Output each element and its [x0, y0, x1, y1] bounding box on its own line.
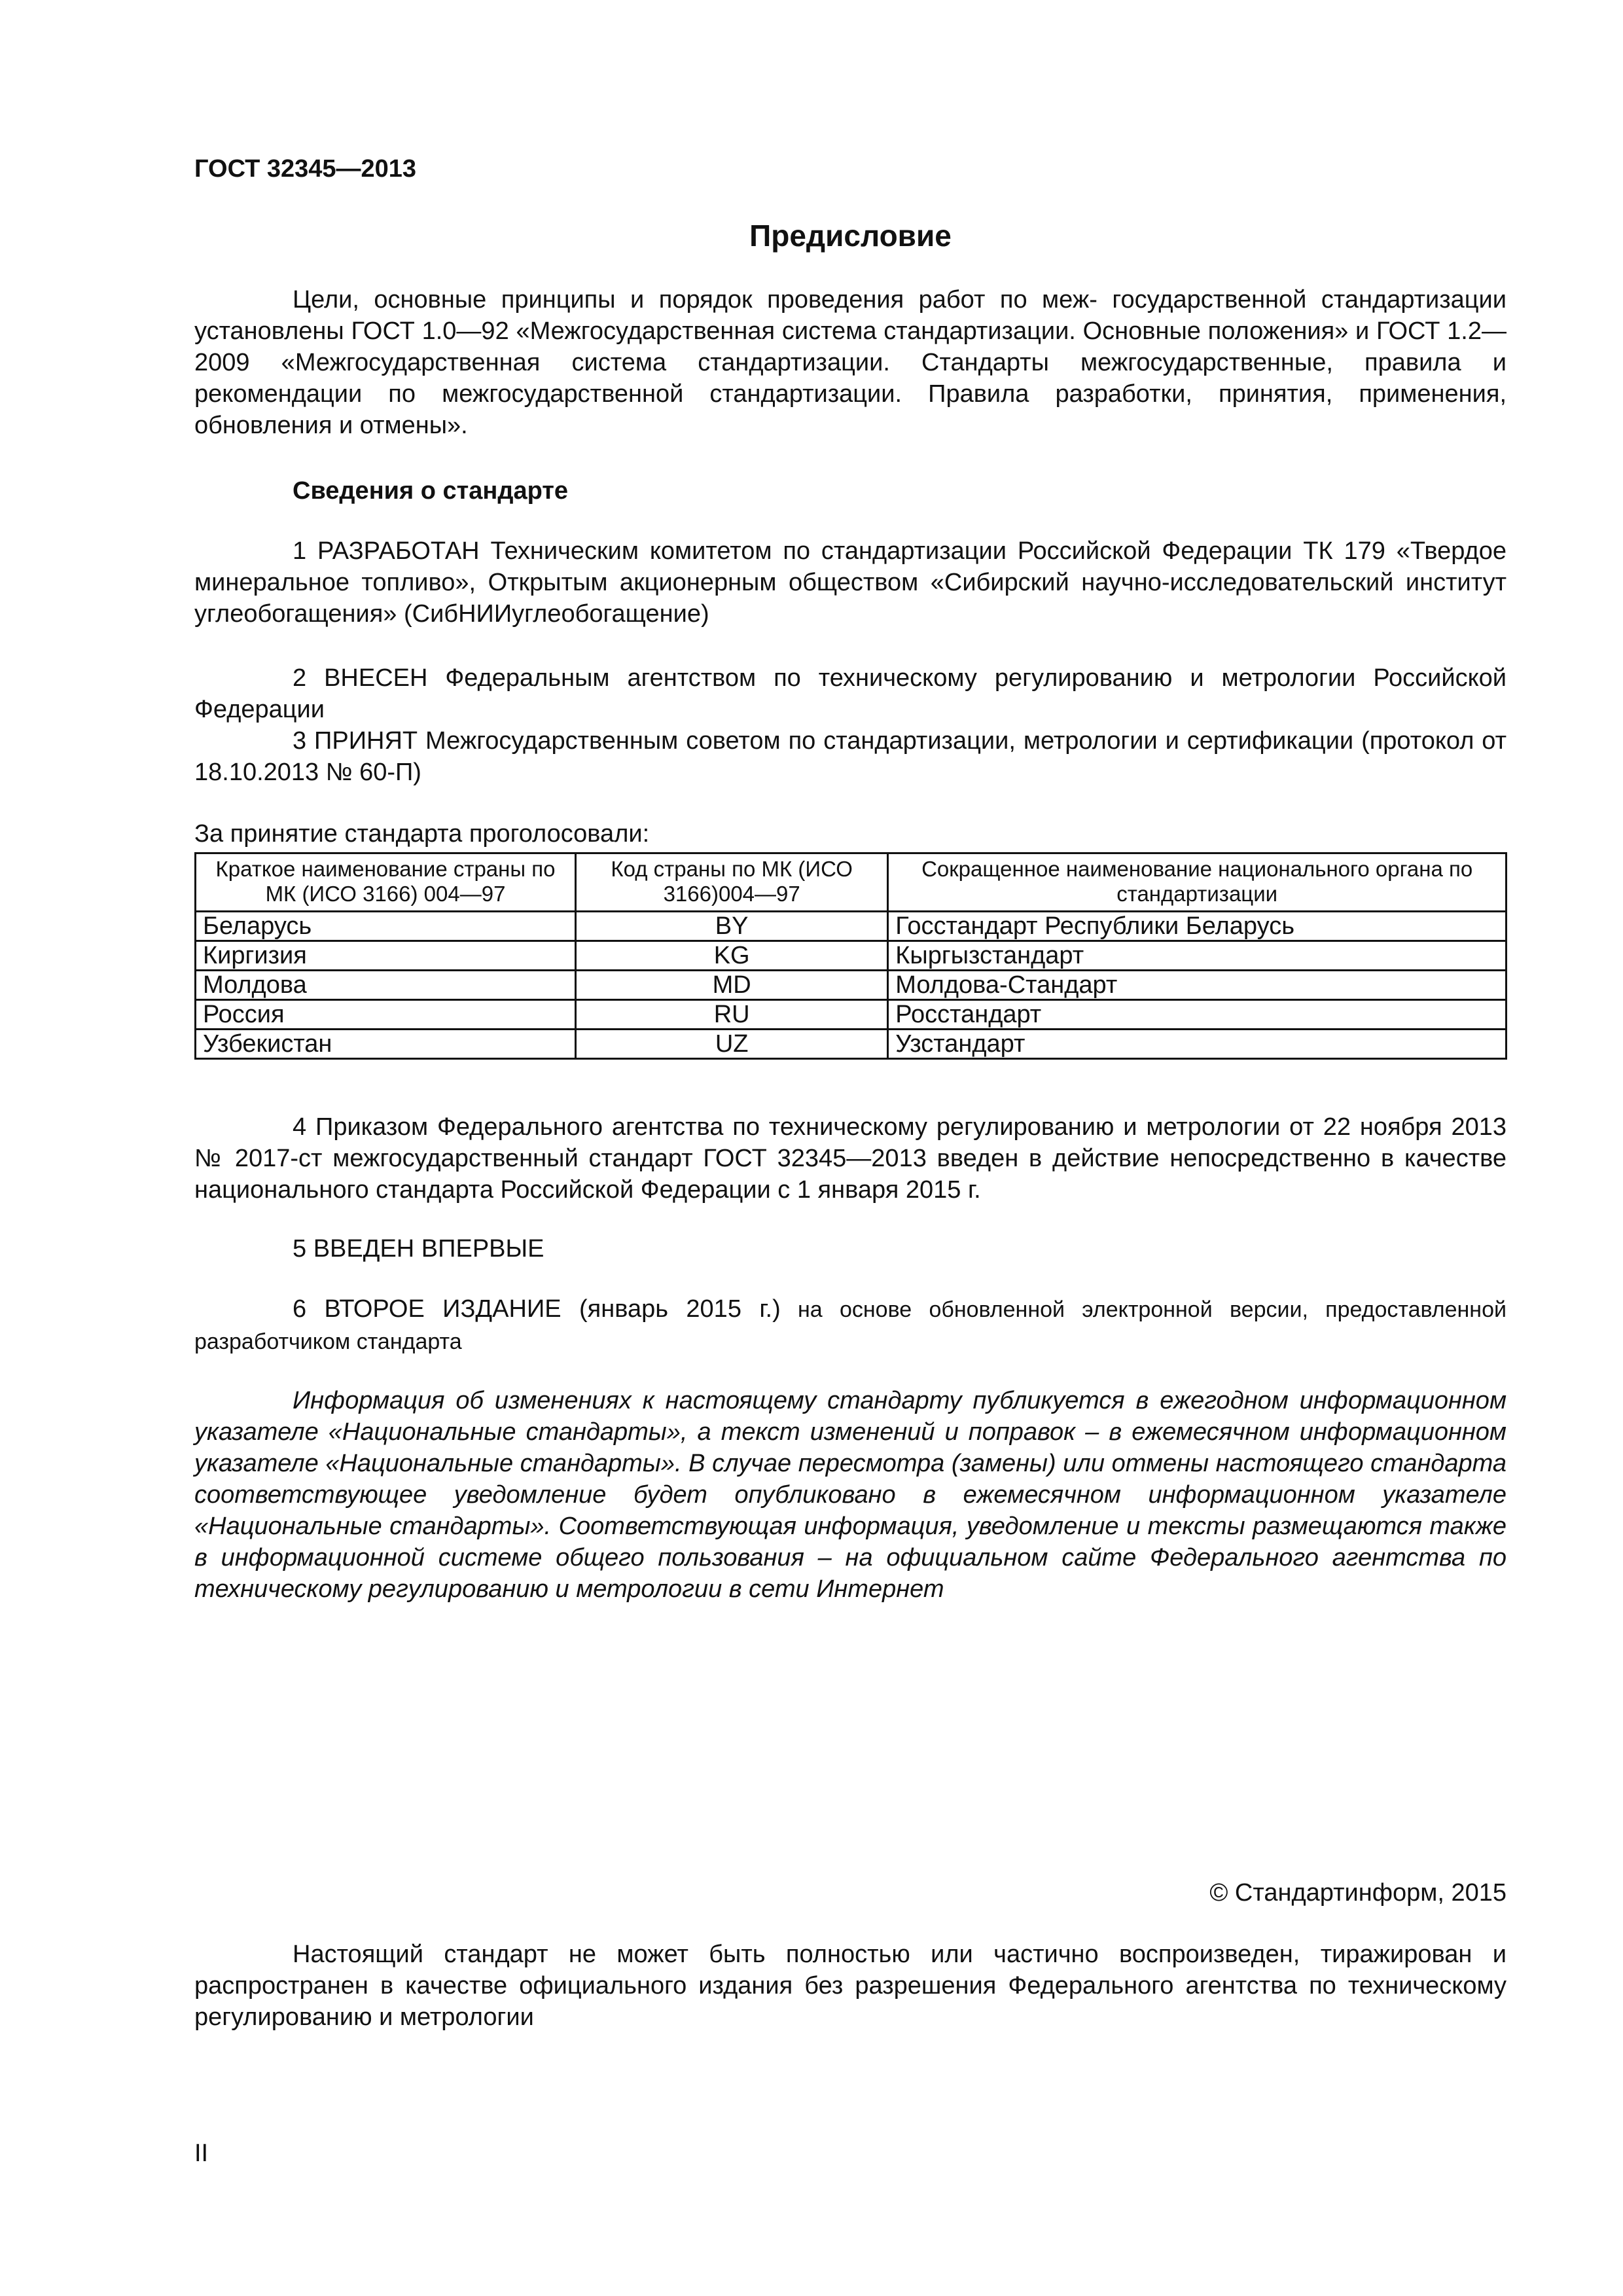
item-developed: 1 РАЗРАБОТАН Техническим комитетом по стандартизации Российской Федерации ТК 179 «Твердое минеральное топливо», Открытым акционерным обществом «Сибирский научно-исследовательский институт углеобогащения» (СибНИИуглеобогащение) [194, 537, 1507, 628]
table-row [196, 941, 1507, 971]
notice-paragraph: Информация об изменениях к настоящему стандарту публикуется в ежегодном информационном указателе «Национальные стандарты», а текст изменений и поправок – в ежемесячном информационном указателе «Национальные стандарты». В случае пересмотра (замены) или отмены настоящего стандарта соответствующее уведомление будет опубликовано в ежемесячном информационном указателе «Национальные стандарты». Соответствующая информация, уведомление и тексты размещаются также в информационной системе общего пользования – на официальном сайте Федерального агентства по техническому регулированию и метрологии в сети Интернет [194, 1387, 1507, 1603]
body-cell: Госстандарт Республики Беларусь [888, 912, 1507, 941]
page-title: Предисловие [749, 219, 952, 253]
vote-label: За принятие стандарта проголосовали: [194, 820, 650, 848]
edition-main: 6 ВТОРОЕ ИЗДАНИЕ (январь 2015 г.) [293, 1295, 781, 1323]
column-header-country: Краткое наименование страны по МК (ИСО 3166) 004—97 [196, 853, 576, 912]
table-row [196, 971, 1507, 1000]
copyright-notice: © Стандартинформ, 2015 [1209, 1879, 1507, 1907]
table-header-row [196, 853, 1507, 912]
edition-note: на основе обновленной электронной версии, предоставленной разработчиком стандарта [194, 1297, 1507, 1354]
legal-paragraph: Настоящий стандарт не может быть полностью или частично воспроизведен, тиражирован и распространен в качестве официального издания без разрешения Федерального агентства по техническому регулированию и метрологии [194, 1941, 1507, 2031]
item-first-introduced: 5 ВВЕДЕН ВПЕРВЫЕ [293, 1235, 544, 1263]
item-second-edition [194, 1293, 1507, 1357]
table-row [196, 1030, 1507, 1059]
intro-paragraph: Цели, основные принципы и порядок проведения работ по меж- государственной стандартизации установлены ГОСТ 1.0—92 «Межгосударственная система стандартизации. Основные положения» и ГОСТ 1.2—2009 «Межгосударственная система стандартизации. Стандарты межгосударственные, правила и рекомендации по межгосударственной стандартизации. Правила разработки, принятия, применения, обновления и отмены». [194, 286, 1507, 439]
country-cell: Молдова [196, 971, 576, 1000]
code-cell: KG [576, 941, 888, 971]
body-cell: Кыргызстандарт [888, 941, 1507, 971]
body-cell: Узстандарт [888, 1030, 1507, 1059]
item-enacted: 4 Приказом Федерального агентства по техническому регулированию и метрологии от 22 ноября 2013 № 2017-ст межгосударственный стандарт ГОСТ 32345—2013 введен в действие непосредственно в качестве национального стандарта Российской Федерации с 1 января 2015 г. [194, 1113, 1507, 1204]
body-cell: Молдова-Стандарт [888, 971, 1507, 1000]
code-cell: UZ [576, 1030, 888, 1059]
table-row [196, 912, 1507, 941]
country-cell: Россия [196, 1000, 576, 1030]
page-number: II [194, 2140, 209, 2167]
item-adopted: 3 ПРИНЯТ Межгосударственным советом по стандартизации, метрологии и сертификации (протокол от 18.10.2013 № 60-П) [194, 727, 1507, 786]
info-heading: Сведения о стандарте [293, 477, 569, 505]
member-states-table [194, 852, 1507, 1060]
document-code: ГОСТ 32345—2013 [194, 155, 417, 183]
table-row [196, 1000, 1507, 1030]
country-cell: Беларусь [196, 912, 576, 941]
country-cell: Узбекистан [196, 1030, 576, 1059]
column-header-code: Код страны по МК (ИСО 3166)004—97 [576, 853, 888, 912]
body-cell: Росстандарт [888, 1000, 1507, 1030]
column-header-body: Сокращенное наименование национального органа по стандартизации [888, 853, 1507, 912]
item-introduced: 2 ВНЕСЕН Федеральным агентством по техническому регулированию и метрологии Российской Федерации [194, 664, 1507, 723]
code-cell: RU [576, 1000, 888, 1030]
code-cell: MD [576, 971, 888, 1000]
country-cell: Киргизия [196, 941, 576, 971]
code-cell: BY [576, 912, 888, 941]
